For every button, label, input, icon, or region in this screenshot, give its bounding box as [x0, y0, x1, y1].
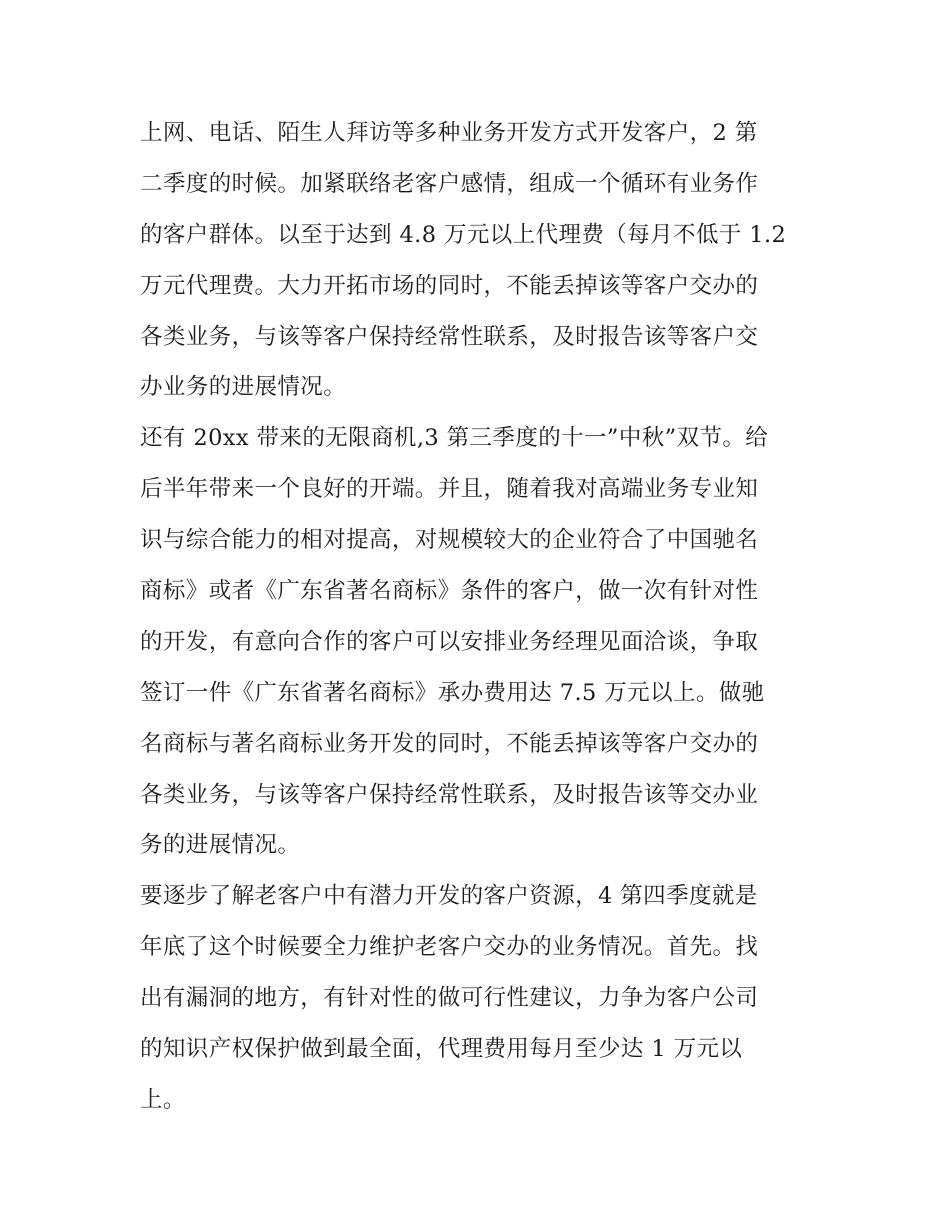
paragraph-line: 上。 — [140, 1086, 186, 1113]
document-body — [140, 108, 820, 1126]
paragraph-line: 万元代理费。大力开拓市场的同时，不能丢掉该等客户交办的 — [140, 272, 759, 299]
paragraph-line: 名商标与著名商标业务开发的同时，不能丢掉该等客户交办的 — [140, 730, 759, 757]
paragraph-line: 识与综合能力的相对提高，对规模较大的企业符合了中国驰名 — [140, 527, 759, 554]
paragraph-line: 二季度的时候。加紧联络老客户感情，组成一个循环有业务作 — [140, 170, 759, 197]
paragraph-line: 签订一件《广东省著名商标》承办费用达 7.5 万元以上。做驰 — [140, 679, 765, 706]
paragraph-line: 各类业务，与该等客户保持经常性联系，及时报告该等交办业 — [140, 781, 759, 808]
paragraph-3 — [140, 871, 820, 1125]
paragraph-line: 要逐步了解老客户中有潜力开发的客户资源，4 第四季度就是 — [140, 883, 758, 910]
paragraph-line: 还有 20xx 带来的无限商机,3 第三季度的十一”中秋”双节。给 — [140, 425, 769, 452]
paragraph-line: 的知识产权保护做到最全面，代理费用每月至少达 1 万元以 — [140, 1036, 743, 1063]
paragraph-line: 的客户群体。以至于达到 4.8 万元以上代理费（每月不低于 1.2 — [140, 221, 787, 248]
paragraph-line: 上网、电话、陌生人拜访等多种业务开发方式开发客户，2 第 — [140, 120, 758, 146]
paragraph-line: 商标》或者《广东省著名商标》条件的客户，做一次有针对性 — [140, 578, 759, 605]
paragraph-1 — [140, 108, 820, 413]
paragraph-2 — [140, 413, 820, 871]
paragraph-line: 后半年带来一个良好的开端。并且，随着我对高端业务专业知 — [140, 476, 759, 503]
paragraph-line: 出有漏洞的地方，有针对性的做可行性建议，力争为客户公司 — [140, 985, 759, 1012]
paragraph-line: 的开发，有意向合作的客户可以安排业务经理见面洽谈，争取 — [140, 628, 759, 655]
paragraph-line: 年底了这个时候要全力维护老客户交办的业务情况。首先。找 — [140, 934, 759, 961]
paragraph-line: 各类业务，与该等客户保持经常性联系，及时报告该等客户交 — [140, 323, 759, 350]
paragraph-line: 务的进展情况。 — [140, 832, 301, 859]
paragraph-line: 办业务的进展情况。 — [140, 374, 347, 401]
